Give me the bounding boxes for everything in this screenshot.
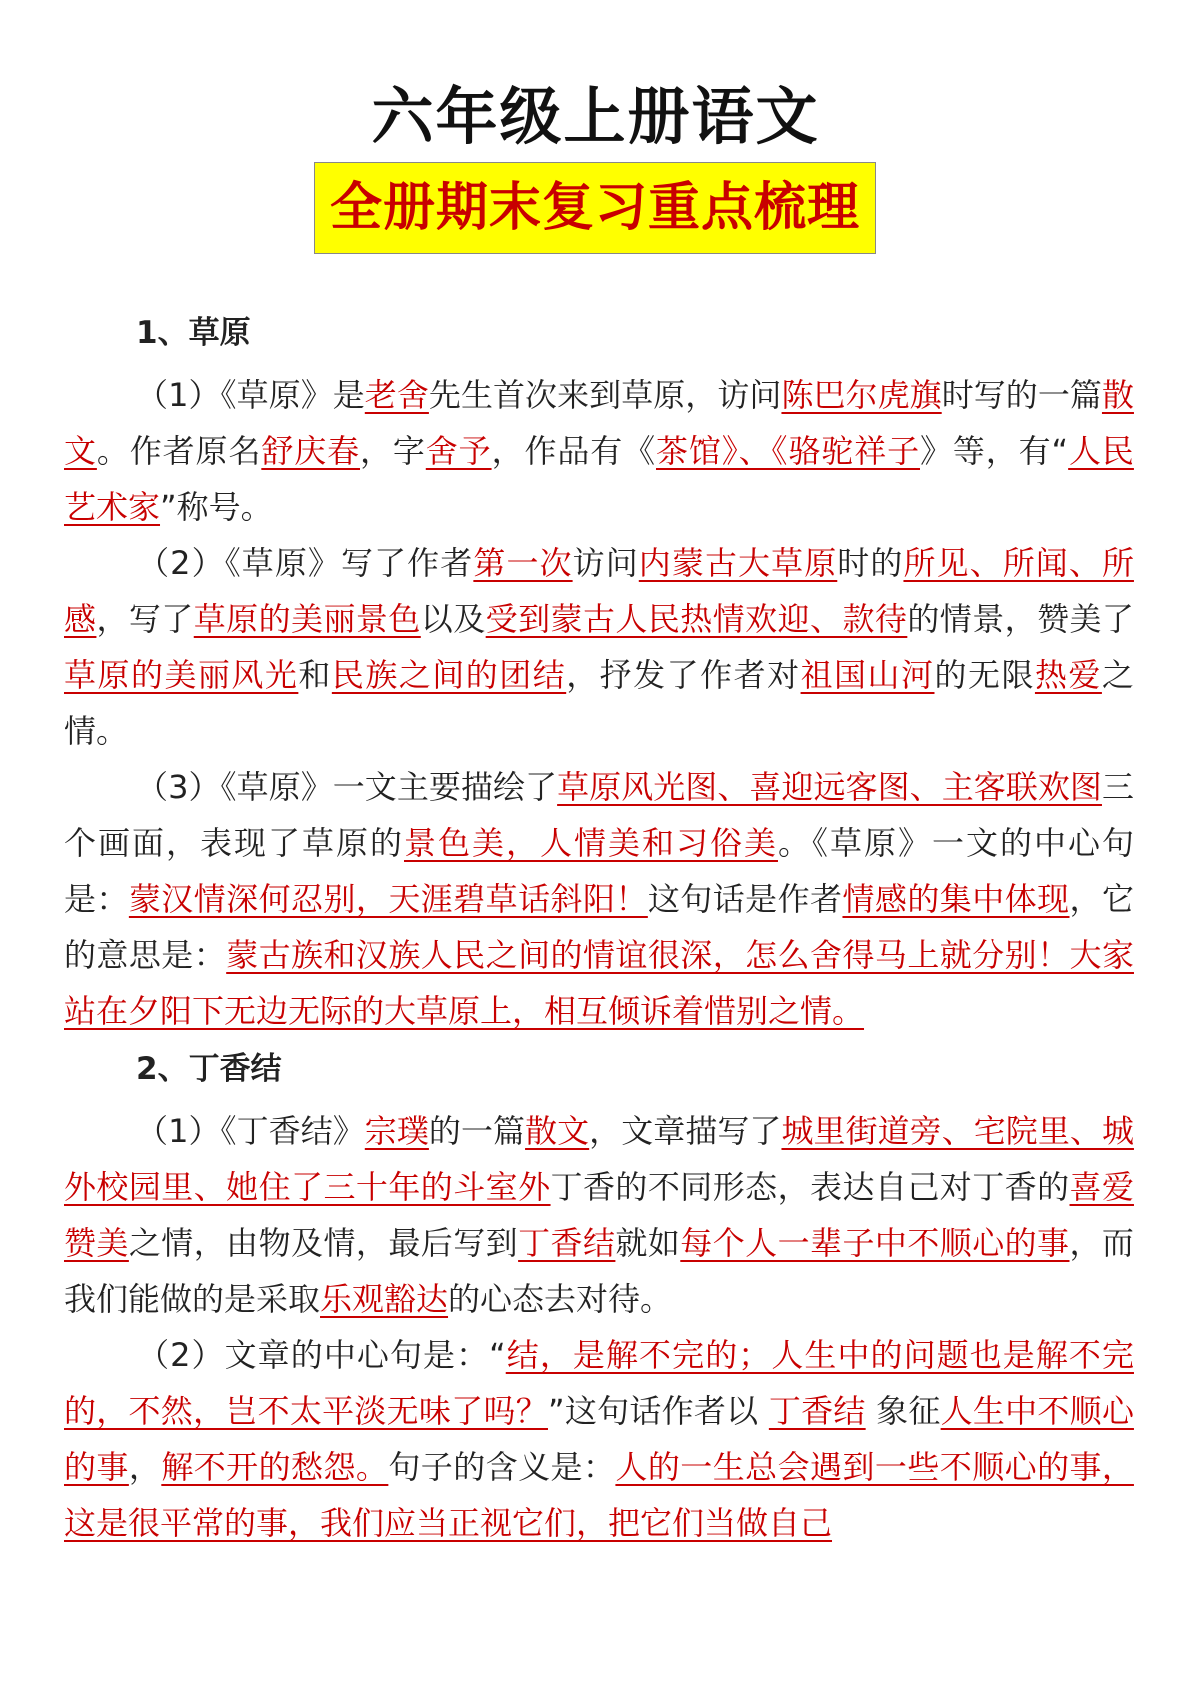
document-title: 六年级上册语文 — [371, 80, 820, 153]
key-point: 老舍 — [364, 376, 429, 414]
key-point: 第一次 — [473, 544, 573, 582]
subtitle-banner: 全册期末复习重点梳理 — [314, 162, 876, 254]
key-point: 茶馆》、《骆驼祥子 — [656, 432, 920, 470]
body-text: 的无限 — [934, 656, 1035, 694]
key-point: 城里街道旁、宅院里、城外校园里、她住了三十年的斗室外 — [64, 1112, 1134, 1206]
body-text: （2）《草原》写了作者 — [136, 544, 474, 582]
body-text: ， — [128, 1448, 162, 1486]
key-point: 蒙古族和汉族人民之间的情谊很深，怎么舍得马上就分别！大家站在夕阳下无边无际的大草原上，相互倾诉着惜别之情。 — [64, 936, 1134, 1030]
body-text: （1）《丁香结》 — [136, 1112, 365, 1150]
body-text: ，写了 — [96, 600, 194, 638]
key-point: 舍予 — [425, 432, 492, 470]
body-text: ”这句话作者以 — [547, 1392, 769, 1430]
body-text: 。《草原》一文的中心句是： — [64, 824, 1134, 918]
section-heading: 2、丁香结 — [136, 1051, 282, 1087]
key-point: 每个人一辈子中不顺心的事 — [680, 1224, 1070, 1262]
key-point: 祖国山河 — [800, 656, 935, 694]
key-point: 人民艺术家 — [64, 432, 1134, 526]
key-point: 散文 — [525, 1112, 590, 1150]
body-text: ，抒发了作者对 — [566, 656, 801, 694]
body-text: （2）文章的中心句是：“ — [136, 1336, 506, 1374]
key-point: 民族之间的团结 — [331, 656, 567, 694]
key-point: 情感的集中体现 — [842, 880, 1070, 918]
paragraph — [64, 759, 1134, 1039]
body-text: 的心态去对待。 — [448, 1280, 673, 1318]
paragraph — [64, 1327, 1134, 1551]
body-text: ，作品有《 — [491, 432, 656, 470]
body-text: 的一篇 — [428, 1112, 526, 1150]
body-text: 之情。 — [64, 656, 1134, 750]
key-point: 内蒙古大草原 — [638, 544, 838, 582]
key-point: 丁香结 — [768, 1392, 866, 1430]
key-point: 所见、所闻、所感 — [64, 544, 1134, 638]
body-text: （3）《草原》一文主要描绘了 — [136, 768, 558, 806]
key-point: 热爱 — [1034, 656, 1102, 694]
key-point: 人的一生总会遇到一些不顺心的事，这是很平常的事，我们应当正视它们，把它们当做自己 — [64, 1448, 1134, 1542]
key-point: 喜爱赞美 — [64, 1168, 1134, 1262]
body-text: 的情景，赞美了 — [907, 600, 1134, 638]
key-point: 散文 — [64, 376, 1134, 470]
body-text: 这句话是作者 — [647, 880, 843, 918]
body-text: ”称号。 — [160, 488, 273, 526]
key-point: 蒙汉情深何忍别，天涯碧草话斜阳！ — [128, 880, 648, 918]
key-point: 草原风光图、喜迎远客图、主客联欢图 — [557, 768, 1102, 806]
body-text: 时写的一篇 — [941, 376, 1102, 414]
section-heading: 1、草原 — [136, 315, 251, 351]
body-text: 。作者原名 — [96, 432, 262, 470]
body-text: 时的 — [837, 544, 904, 582]
key-point: 陈巴尔虎旗 — [781, 376, 942, 414]
body-text: 访问 — [572, 544, 639, 582]
key-point: 景色美，人情美和习俗美 — [404, 824, 778, 862]
key-point: 丁香结 — [518, 1224, 616, 1262]
key-point: 受到蒙古人民热情欢迎、款待 — [485, 600, 908, 638]
body-text: 三个画面，表现了草原的 — [64, 768, 1134, 862]
body-text: 就如 — [615, 1224, 681, 1262]
body-text: 象征 — [865, 1392, 941, 1430]
document-body — [64, 311, 1134, 1551]
body-text: 句子的含义是： — [388, 1448, 616, 1486]
body-text: ，它的意思是： — [64, 880, 1134, 974]
key-point: 解不开的愁怨。 — [161, 1448, 389, 1486]
key-point: 乐观豁达 — [320, 1280, 449, 1318]
body-text: 丁香的不同形态，表达自己对丁香的 — [550, 1168, 1070, 1206]
key-point: 舒庆春 — [261, 432, 360, 470]
key-point: 草原的美丽风光 — [64, 656, 299, 694]
paragraph — [64, 535, 1134, 759]
key-point: 人生中不顺心的事 — [64, 1392, 1134, 1486]
key-point: 宗璞 — [364, 1112, 429, 1150]
body-text: ，文章描写了 — [589, 1112, 782, 1150]
paragraph — [64, 367, 1134, 535]
body-text: 以及 — [420, 600, 486, 638]
key-point: 草原的美丽景色 — [193, 600, 421, 638]
body-text: 之情，由物及情，最后写到 — [128, 1224, 519, 1262]
body-text: 》等，有“ — [920, 432, 1069, 470]
body-text: （1）《草原》是 — [136, 376, 365, 414]
key-point: 结，是解不完的；人生中的问题也是解不完的，不然，岂不太平淡无味了吗？ — [64, 1336, 1134, 1430]
body-text: ，而我们能做的是采取 — [64, 1224, 1134, 1318]
body-text: 先生首次来到草原，访问 — [428, 376, 782, 414]
body-text: 和 — [298, 656, 332, 694]
body-text: ，字 — [360, 432, 426, 470]
paragraph — [64, 1103, 1134, 1327]
